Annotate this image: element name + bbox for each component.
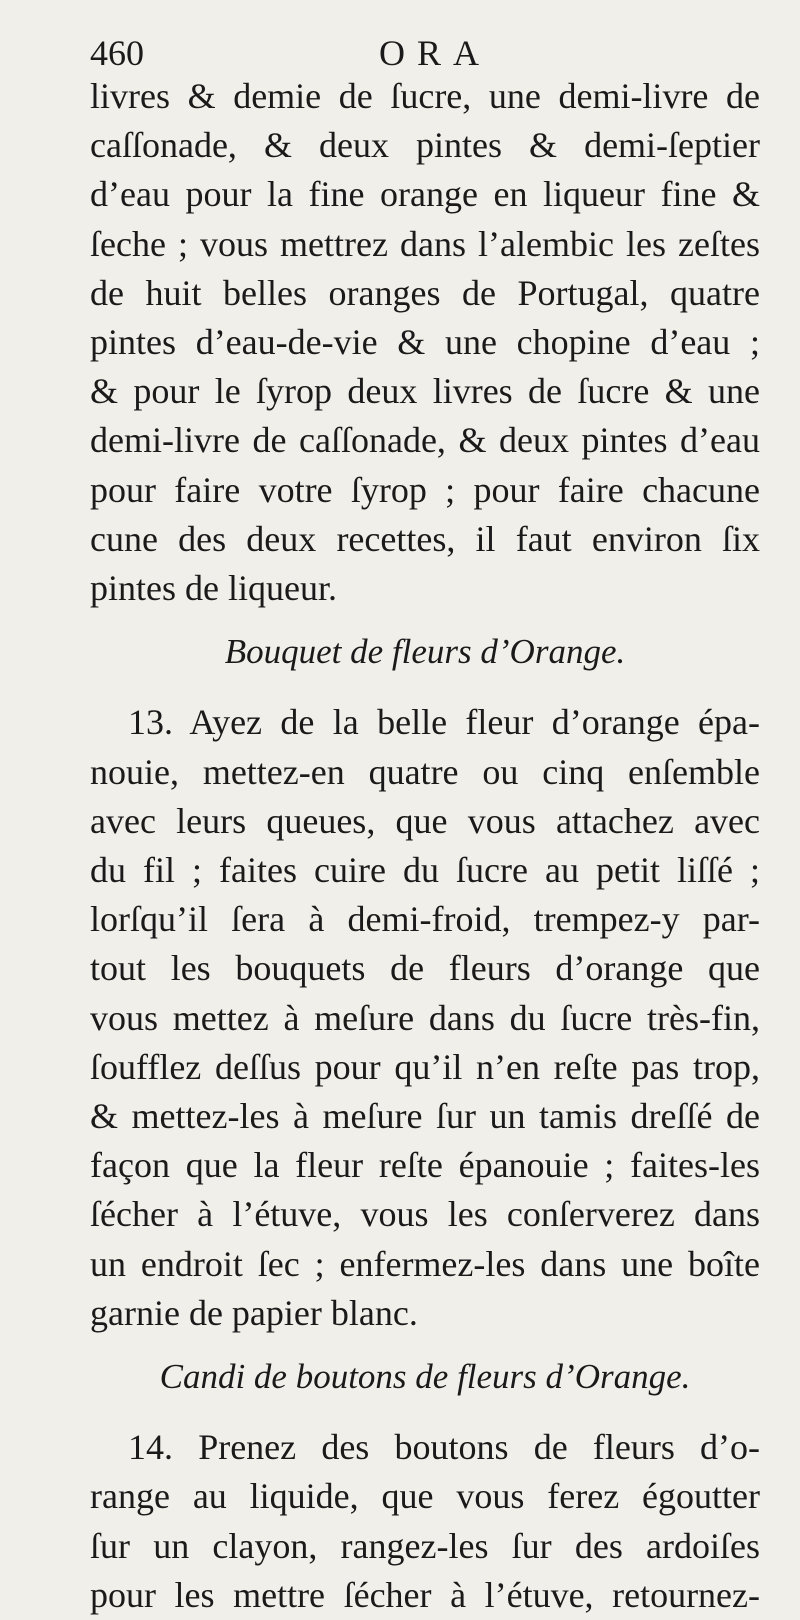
text-line: cune des deux recettes, il faut environ ſix bbox=[90, 518, 760, 559]
text-line: garnie de papier blanc. bbox=[90, 1292, 418, 1333]
text-line: du fil ; faites cuire du ſucre au petit liſſé ; bbox=[90, 850, 760, 891]
page-number: 460 bbox=[90, 33, 144, 73]
paragraph-14 bbox=[90, 1423, 760, 1620]
recipe-title-13: Bouquet de fleurs d’Orange. bbox=[224, 632, 626, 672]
recipe-title-14: Candi de boutons de fleurs d’Orange. bbox=[159, 1357, 691, 1397]
text-line: 14. Prenez des boutons de fleurs d’o- bbox=[128, 1427, 760, 1468]
page-content bbox=[90, 72, 760, 1620]
paragraph-13 bbox=[90, 698, 760, 1338]
text-line: caſſonade, & deux pintes & demi-ſeptier bbox=[90, 125, 760, 166]
text-line: & mettez-les à meſure ſur un tamis dreſſé de bbox=[90, 1096, 760, 1137]
text-line: 13. Ayez de la belle fleur d’orange épa- bbox=[128, 702, 760, 743]
text-line: lorſqu’il ſera à demi-froid, trempez-y par- bbox=[90, 899, 760, 940]
text-line: pour les mettre ſécher à l’étuve, retournez- bbox=[90, 1574, 760, 1615]
text-line: ſoufflez deſſus pour qu’il n’en reſte pas trop, bbox=[90, 1046, 760, 1087]
text-line: tout les bouquets de fleurs d’orange que bbox=[90, 948, 760, 989]
section-heading: ORA bbox=[378, 33, 491, 73]
text-line: ſécher à l’étuve, vous les conſerverez dans bbox=[90, 1194, 760, 1235]
text-line: range au liquide, que vous ferez égoutter bbox=[90, 1476, 760, 1517]
paragraph-1 bbox=[90, 72, 760, 613]
text-line: ſeche ; vous mettrez dans l’alembic les zeſtes bbox=[90, 223, 760, 264]
text-line: pour faire votre ſyrop ; pour faire chacune bbox=[90, 469, 760, 510]
text-line: vous mettez à meſure dans du ſucre très-fin, bbox=[90, 997, 760, 1038]
text-line: demi-livre de caſſonade, & deux pintes d’eau bbox=[90, 420, 760, 461]
text-line: un endroit ſec ; enfermez-les dans une boîte bbox=[90, 1243, 760, 1284]
text-line: avec leurs queues, que vous attachez avec bbox=[90, 800, 760, 841]
text-line: de huit belles oranges de Portugal, quatre bbox=[90, 272, 760, 313]
text-line: façon que la fleur reſte épanouie ; faites-les bbox=[90, 1145, 760, 1186]
text-line: pintes d’eau-de-vie & une chopine d’eau ; bbox=[90, 322, 760, 363]
text-line: nouie, mettez-en quatre ou cinq enſemble bbox=[90, 751, 760, 792]
text-line: livres & demie de ſucre, une demi-livre de bbox=[90, 76, 760, 116]
text-line: & pour le ſyrop deux livres de ſucre & une bbox=[90, 371, 760, 412]
text-line: d’eau pour la fine orange en liqueur fine & bbox=[90, 174, 760, 215]
text-line: pintes de liqueur. bbox=[90, 568, 337, 609]
text-line: ſur un clayon, rangez-les ſur des ardoiſes bbox=[90, 1525, 760, 1566]
